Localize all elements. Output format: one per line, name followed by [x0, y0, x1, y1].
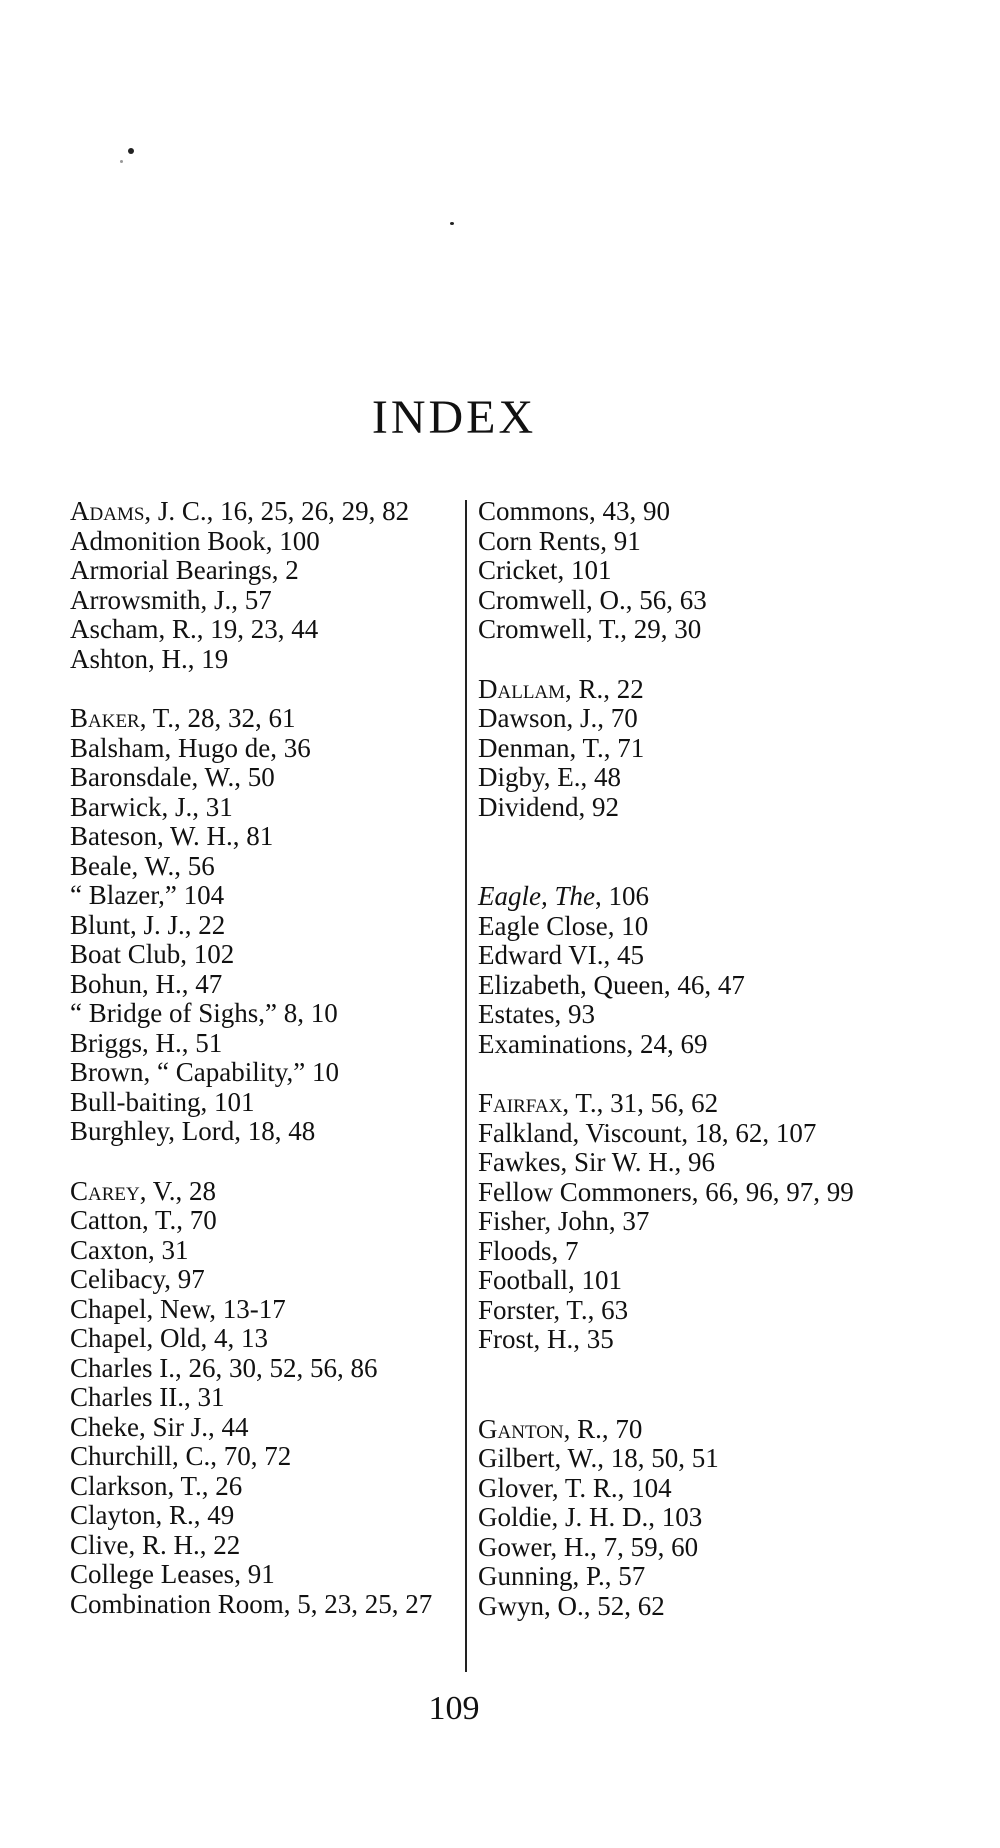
index-entry [478, 675, 878, 705]
index-entry: Ascham, R., 19, 23, 44 [70, 614, 319, 644]
index-entry: Ashton, H., 19 [70, 643, 229, 674]
index-entry: Balsham, Hugo de, 36 [70, 732, 311, 763]
index-entry [478, 1415, 878, 1445]
index-entry-heading: Carey [70, 1175, 140, 1206]
index-entry [70, 704, 455, 734]
index-entry: Baronsdale, W., 50 [70, 762, 275, 792]
index-entry: Estates, 93 [478, 999, 595, 1029]
index-entry: Floods, 7 [478, 1235, 579, 1266]
index-entry: Catton, T., 70 [70, 1205, 217, 1235]
index-entry: Brown, “ Capability,” 10 [70, 1057, 339, 1087]
scan-speck [120, 160, 123, 163]
index-entry: Chapel, Old, 4, 13 [70, 1323, 268, 1353]
index-entry: Elizabeth, Queen, 46, 47 [478, 969, 745, 1000]
index-entry: Clive, R. H., 22 [70, 1529, 241, 1560]
index-entry: Examinations, 24, 69 [478, 1028, 708, 1059]
page-number: 109 [428, 1690, 480, 1727]
index-entry: Charles I., 26, 30, 52, 56, 86 [70, 1352, 378, 1383]
index-entry: Cromwell, O., 56, 63 [478, 584, 707, 615]
index-entry: Bateson, W. H., 81 [70, 821, 274, 851]
index-entry [478, 1089, 878, 1119]
index-entry: Fellow Commoners, 66, 96, 97, 99 [478, 1176, 854, 1207]
index-entry: Cheke, Sir J., 44 [70, 1411, 249, 1442]
index-entry: Arrowsmith, J., 57 [70, 584, 272, 615]
index-entry: Falkland, Viscount, 18, 62, 107 [478, 1117, 817, 1148]
index-entry: Gilbert, W., 18, 50, 51 [478, 1443, 719, 1473]
index-entry: Blunt, J. J., 22 [70, 909, 226, 940]
index-entry: Caxton, 31 [70, 1234, 189, 1265]
index-entry: College Leases, 91 [70, 1559, 275, 1589]
index-entry [70, 497, 455, 527]
index-entry: Boat Club, 102 [70, 939, 235, 969]
index-entry: Football, 101 [478, 1265, 623, 1295]
letter-group-gap [478, 822, 878, 852]
scan-speck [450, 222, 454, 225]
index-entry: Burghley, Lord, 18, 48 [70, 1116, 316, 1146]
index-entry: Bohun, H., 47 [70, 968, 223, 999]
letter-group-gap [70, 674, 455, 704]
index-entry: Cromwell, T., 29, 30 [478, 614, 702, 644]
index-entry: Combination Room, 5, 23, 25, 27 [70, 1588, 433, 1619]
index-entry-pages: , 106 [594, 881, 649, 911]
letter-group-gap [478, 645, 878, 675]
index-entry: “ Blazer,” 104 [70, 880, 225, 910]
index-entry: Frost, H., 35 [478, 1324, 614, 1354]
index-entry: Celibacy, 97 [70, 1264, 205, 1294]
index-entry: Chapel, New, 13-17 [70, 1293, 286, 1324]
index-entry: Goldie, J. H. D., 103 [478, 1502, 703, 1532]
index-entry-heading: Ganton [478, 1413, 564, 1444]
index-entry: Fawkes, Sir W. H., 96 [478, 1147, 716, 1177]
index-entry: Barwick, J., 31 [70, 791, 233, 822]
index-entry-pages: , J. C., 16, 25, 26, 29, 82 [144, 496, 410, 526]
letter-group-gap [478, 1385, 878, 1415]
scan-speck [128, 148, 134, 154]
page-title: INDEX [371, 391, 537, 444]
index-entry: Commons, 43, 90 [478, 496, 671, 526]
letter-group-gap [478, 1355, 878, 1385]
index-entry-pages: , T., 31, 56, 62 [562, 1088, 719, 1118]
index-entry: Eagle Close, 10 [478, 910, 649, 941]
index-entry: Edward VI., 45 [478, 940, 644, 970]
index-entry: Admonition Book, 100 [70, 525, 320, 556]
index-entry-heading: Fairfax [478, 1088, 563, 1118]
index-entry-pages: , T., 28, 32, 61 [139, 703, 296, 733]
index-entry: Armorial Bearings, 2 [70, 555, 299, 585]
index-entry: “ Bridge of Sighs,” 8, 10 [70, 998, 338, 1028]
column-divider [465, 500, 467, 1672]
index-entry: Gower, H., 7, 59, 60 [478, 1531, 699, 1562]
index-entry-heading: Baker [70, 703, 140, 733]
index-entry-pages: , R., 22 [565, 673, 644, 704]
index-entry-heading: Eagle, The [478, 881, 595, 911]
index-column-left [70, 497, 455, 1619]
index-entry: Beale, W., 56 [70, 850, 215, 881]
index-entry: Dawson, J., 70 [478, 703, 638, 733]
letter-group-gap [478, 852, 878, 882]
index-entry-heading: Dallam [478, 673, 566, 704]
index-entry: Briggs, H., 51 [70, 1027, 223, 1058]
index-entry: Cricket, 101 [478, 555, 612, 585]
index-entry: Digby, E., 48 [478, 762, 621, 792]
index-entry: Denman, T., 71 [478, 732, 645, 763]
index-entry [478, 882, 878, 912]
index-entry: Clarkson, T., 26 [70, 1470, 243, 1501]
index-entry: Dividend, 92 [478, 791, 619, 822]
index-entry: Fisher, John, 37 [478, 1206, 650, 1236]
index-column-right [478, 497, 878, 1621]
index-entry: Bull-baiting, 101 [70, 1086, 255, 1117]
letter-group-gap [478, 1059, 878, 1089]
index-entry-pages: , V., 28 [139, 1175, 217, 1206]
index-entry: Corn Rents, 91 [478, 525, 641, 556]
index-entry: Churchill, C., 70, 72 [70, 1441, 292, 1471]
letter-group-gap [70, 1147, 455, 1177]
index-entry: Gunning, P., 57 [478, 1561, 646, 1591]
index-entry-pages: , R., 70 [563, 1413, 643, 1444]
index-entry: Clayton, R., 49 [70, 1500, 235, 1530]
index-entry: Gwyn, O., 52, 62 [478, 1590, 665, 1621]
index-entry: Forster, T., 63 [478, 1294, 629, 1325]
index-entry: Glover, T. R., 104 [478, 1472, 672, 1503]
index-entry: Charles II., 31 [70, 1382, 225, 1412]
index-entry-heading: Adams [70, 496, 145, 526]
index-entry [70, 1177, 455, 1207]
